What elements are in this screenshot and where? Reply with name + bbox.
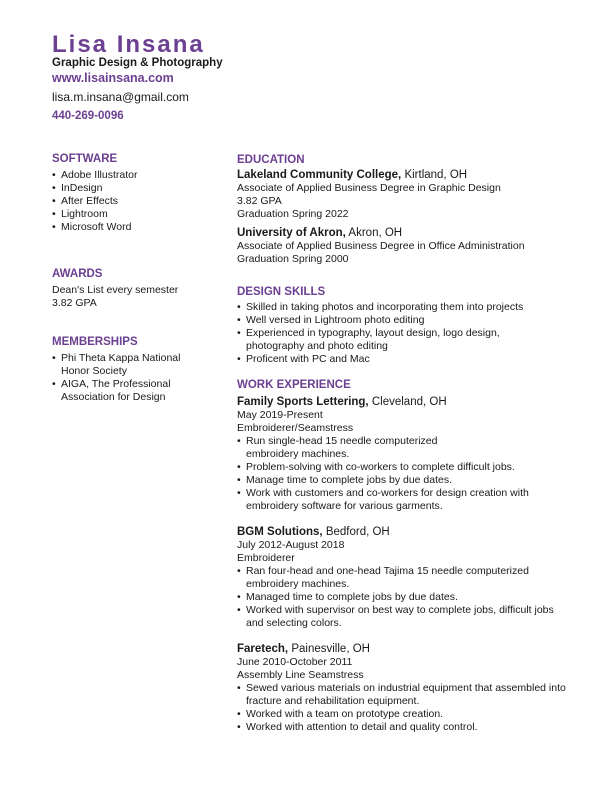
software-section bbox=[52, 152, 222, 234]
design-skills-section bbox=[237, 285, 537, 366]
job-entry bbox=[237, 642, 577, 734]
company-location: Painesville, OH bbox=[291, 643, 370, 655]
work-experience-section bbox=[237, 378, 577, 734]
list-item: • Worked with attention to detail and quality control. bbox=[237, 721, 577, 734]
company-location: Bedford, OH bbox=[325, 526, 390, 538]
awards-heading: AWARDS bbox=[52, 268, 103, 280]
job-dates: May 2019-Present bbox=[237, 409, 323, 421]
job-dates: July 2012-August 2018 bbox=[237, 539, 345, 551]
list-item: • Experienced in typography, layout design, logo design, photography and photo editing bbox=[237, 327, 537, 353]
awards-section bbox=[52, 267, 222, 310]
job-duties bbox=[237, 565, 577, 630]
list-item: • AIGA, The Professional Association for Design bbox=[52, 378, 202, 404]
list-item: • Skilled in taking photos and incorporating them into projects bbox=[237, 301, 537, 314]
list-item: • Microsoft Word bbox=[52, 221, 222, 234]
school-name: University of Akron, bbox=[237, 227, 346, 239]
company-name: Faretech, bbox=[237, 643, 289, 655]
company-name: BGM Solutions, bbox=[237, 526, 323, 538]
job-company bbox=[237, 642, 577, 656]
school-title bbox=[237, 168, 577, 182]
education-section bbox=[237, 153, 577, 266]
list-item: • Managed time to complete jobs by due dates. bbox=[237, 591, 577, 604]
email-address[interactable]: lisa.m.insana@gmail.com bbox=[52, 90, 189, 104]
list-item: • Well versed in Lightroom photo editing bbox=[237, 314, 537, 327]
list-item: • Worked with a team on prototype creation. bbox=[237, 708, 577, 721]
job-duties bbox=[237, 435, 577, 513]
job-title: Embroiderer bbox=[237, 552, 295, 564]
memberships-heading: MEMBERSHIPS bbox=[52, 336, 138, 348]
list-item: • Worked with supervisor on best way to complete jobs, difficult jobs and selecting colors. bbox=[237, 604, 571, 630]
school-location: Akron, OH bbox=[348, 227, 403, 239]
job-title: Assembly Line Seamstress bbox=[237, 669, 364, 681]
software-list bbox=[52, 169, 222, 234]
company-location: Cleveland, OH bbox=[371, 396, 447, 408]
list-item: • Sewed various materials on industrial equipment that assembled into fracture and rehabilitation equipment. bbox=[237, 682, 581, 708]
school-detail: Associate of Applied Business Degree in Graphic Design bbox=[237, 182, 501, 194]
list-item: • Proficent with PC and Mac bbox=[237, 353, 537, 366]
design-skills-list bbox=[237, 301, 537, 366]
website-link[interactable]: www.lisainsana.com bbox=[52, 71, 174, 85]
school-detail: Graduation Spring 2000 bbox=[237, 253, 349, 265]
job-duties bbox=[237, 682, 577, 734]
school-title bbox=[237, 226, 577, 240]
list-item: • Phi Theta Kappa National Honor Society bbox=[52, 352, 202, 378]
award-line: Dean's List every semester bbox=[52, 284, 179, 296]
phone-number: 440-269-0096 bbox=[52, 110, 124, 122]
job-title: Embroiderer/Seamstress bbox=[237, 422, 354, 434]
resume-name: Lisa Insana bbox=[52, 31, 205, 58]
list-item: • Manage time to complete jobs by due dates. bbox=[237, 474, 577, 487]
list-item: • Ran four-head and one-head Tajima 15 needle computerized embroidery machines. bbox=[237, 565, 566, 591]
list-item: • InDesign bbox=[52, 182, 222, 195]
job-entry bbox=[237, 395, 577, 513]
school-detail: 3.82 GPA bbox=[237, 195, 282, 207]
memberships-list bbox=[52, 352, 202, 404]
software-heading: SOFTWARE bbox=[52, 153, 118, 165]
memberships-section bbox=[52, 335, 202, 404]
list-item: • Work with customers and co-workers for design creation with embroidery software for various garments. bbox=[237, 487, 571, 513]
award-gpa: 3.82 GPA bbox=[52, 297, 97, 309]
job-entry bbox=[237, 525, 577, 630]
job-dates: June 2010-October 2011 bbox=[237, 656, 353, 668]
education-heading: EDUCATION bbox=[237, 154, 305, 166]
list-item: • Lightroom bbox=[52, 208, 222, 221]
list-item: • Problem-solving with co-workers to complete difficult jobs. bbox=[237, 461, 577, 474]
school-detail: Associate of Applied Business Degree in Office Administration bbox=[237, 240, 525, 252]
list-item: • After Effects bbox=[52, 195, 222, 208]
school-detail: Graduation Spring 2022 bbox=[237, 208, 349, 220]
tagline: Graphic Design & Photography bbox=[52, 57, 223, 69]
job-company bbox=[237, 525, 577, 539]
school-name: Lakeland Community College, bbox=[237, 169, 402, 181]
work-experience-heading: WORK EXPERIENCE bbox=[237, 379, 351, 391]
list-item: • Run single-head 15 needle computerized embroidery machines. bbox=[237, 435, 456, 461]
list-item: • Adobe Illustrator bbox=[52, 169, 222, 182]
school-location: Kirtland, OH bbox=[404, 169, 468, 181]
design-skills-heading: DESIGN SKILLS bbox=[237, 286, 326, 298]
job-company bbox=[237, 395, 577, 409]
company-name: Family Sports Lettering, bbox=[237, 396, 369, 408]
